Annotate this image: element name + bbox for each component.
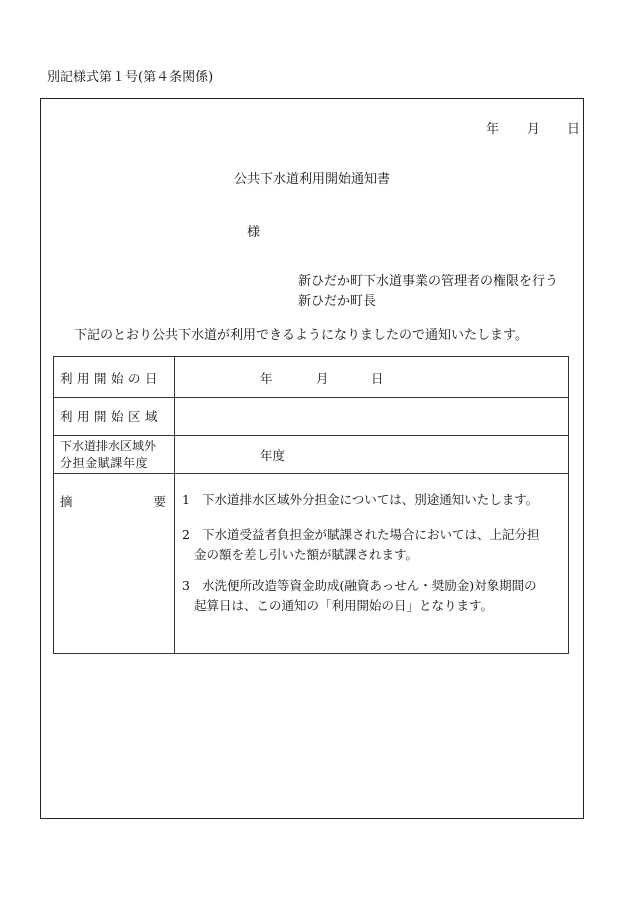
addressee-suffix: 様 [247,225,261,240]
date-year-label: 年 [486,122,500,137]
note-number: 3 [182,578,190,593]
table-row-divider [54,473,568,474]
notice-table [53,356,569,654]
note-number: 1 [182,492,190,507]
table-column-divider [174,357,175,653]
start-date-label: 利用開始の日 [60,371,163,386]
start-date-day: 日 [371,371,384,386]
issuer-line-1: 新ひだか町下水道事業の管理者の権限を行う [298,274,559,289]
start-date-month: 月 [316,371,329,386]
document-title: 公共下水道利用開始通知書 [234,172,391,187]
issuer-line-2: 新ひだか町長 [298,294,377,309]
remarks-label-right: 要 [153,494,166,509]
remarks-label [54,492,174,510]
note-item [182,490,538,510]
table-row-divider [54,435,568,436]
remarks-label-left: 摘 [60,494,73,509]
note-text-continued: 金の額を差し引いた額が賦課されます。 [194,547,419,562]
form-number-label: 別記様式第１号(第４条関係) [47,70,214,85]
notice-text: 下記のとおり公共下水道が利用できるようになりましたので通知いたします。 [74,328,528,343]
note-number: 2 [182,527,190,542]
levy-year-label-1: 下水道排水区域外 [60,439,157,453]
start-date-year: 年 [260,371,273,386]
date-day-label: 日 [567,122,581,137]
note-text: 下水道受益者負担金が賦課された場合においては、上記分担 [202,527,540,542]
note-text-continued: 起算日は、この通知の「利用開始の日」となります。 [194,598,494,613]
note-text: 下水道排水区域外分担金については、別途通知いたします。 [202,492,539,507]
levy-year-label-2: 分担金賦課年度 [60,456,149,470]
date-month-label: 月 [527,122,541,137]
note-text: 水洗便所改造等資金助成(融資あっせん・奨励金)対象期間の [202,578,537,593]
levy-year-value: 年度 [260,448,286,463]
start-area-label: 利用開始区域 [60,409,163,424]
note-item [182,525,540,565]
table-row-divider [54,397,568,398]
note-item [182,576,537,616]
